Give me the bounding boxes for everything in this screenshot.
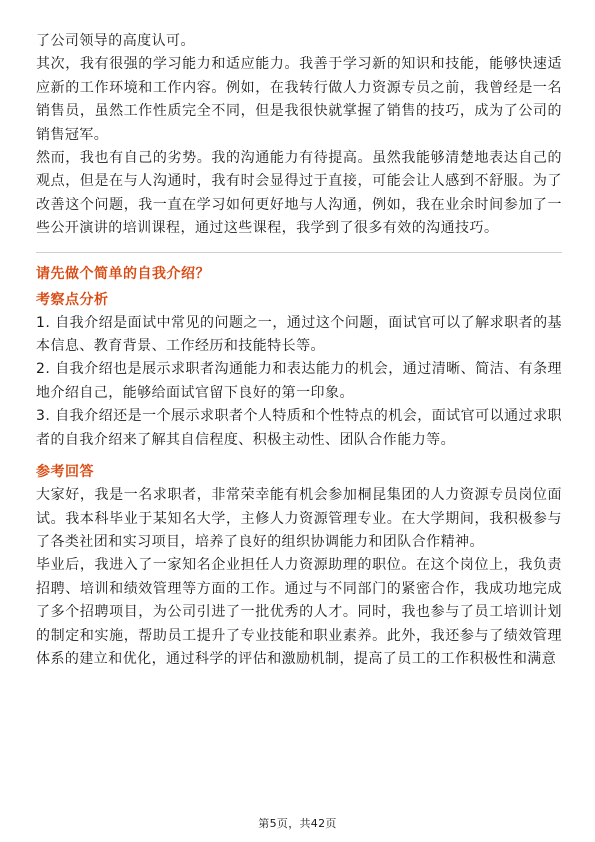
page-number: 第5页，共42页 (258, 817, 337, 830)
analysis-item-2: 2. 自我介绍也是展示求职者沟通能力和表达能力的机会，通过清晰、简洁、有条理地介绍自己，能够给面试官留下良好的第一印象。 (36, 361, 562, 401)
question-title: 请先做个简单的自我介绍？ (36, 265, 210, 282)
continuation-paragraph-1: 了公司领导的高度认可。 (36, 33, 195, 49)
answer-paragraph-1: 大家好，我是一名求职者，非常荣幸能有机会参加桐昆集团的人力资源专员岗位面试。我本科毕业于某知名大学，主修人力资源管理专业。在大学期间，我积极参与了各类社团和实习项目，培养了良好的组织协调能力和团队合作精神。 (36, 487, 562, 550)
answer-paragraph-2: 毕业后，我进入了一家知名企业担任人力资源助理的职位。在这个岗位上，我负责招聘、培训和绩效管理等方面的工作。通过与不同部门的紧密合作，我成功地完成了多个招聘项目，为公司引进了一批优秀的人才。同时，我也参与了员工培训计划的制定和实施，帮助员工提升了专业技能和职业素养。此外，我还参与了绩效管理体系的建立和优化，通过科学的评估和激励机制，提高了员工的工作积极性和满意 (36, 557, 562, 667)
analysis-heading: 考察点分析 (36, 291, 109, 308)
answer-heading: 参考回答 (36, 464, 94, 481)
continuation-paragraph-2: 其次，我有很强的学习能力和适应能力。我善于学习新的知识和技能，能够快速适应新的工作环境和工作内容。例如，在我转行做人力资源专员之前，我曾经是一名销售员，虽然工作性质完全不同，但是我很快就掌握了销售的技巧，成为了公司的销售冠军。 (36, 56, 562, 143)
continuation-paragraph-3: 然而，我也有自己的劣势。我的沟通能力有待提高。虽然我能够清楚地表达自己的观点，但是在与人沟通时，我有时会显得过于直接，可能会让人感到不舒服。为了改善这个问题，我一直在学习如何更好地与人沟通，例如，我在业余时间参加了一些公开演讲的培训课程，通过这些课程，我学到了很多有效的沟通技巧。 (36, 150, 562, 237)
section-divider (36, 252, 562, 253)
analysis-item-1: 1. 自我介绍是面试中常见的问题之一，通过这个问题，面试官可以了解求职者的基本信息、教育背景、工作经历和技能特长等。 (36, 314, 562, 355)
analysis-item-3: 3. 自我介绍还是一个展示求职者个人特质和个性特点的机会，面试官可以通过求职者的自我介绍来了解其自信程度、积极主动性、团队合作能力等。 (36, 408, 562, 448)
document-page (36, 30, 562, 671)
